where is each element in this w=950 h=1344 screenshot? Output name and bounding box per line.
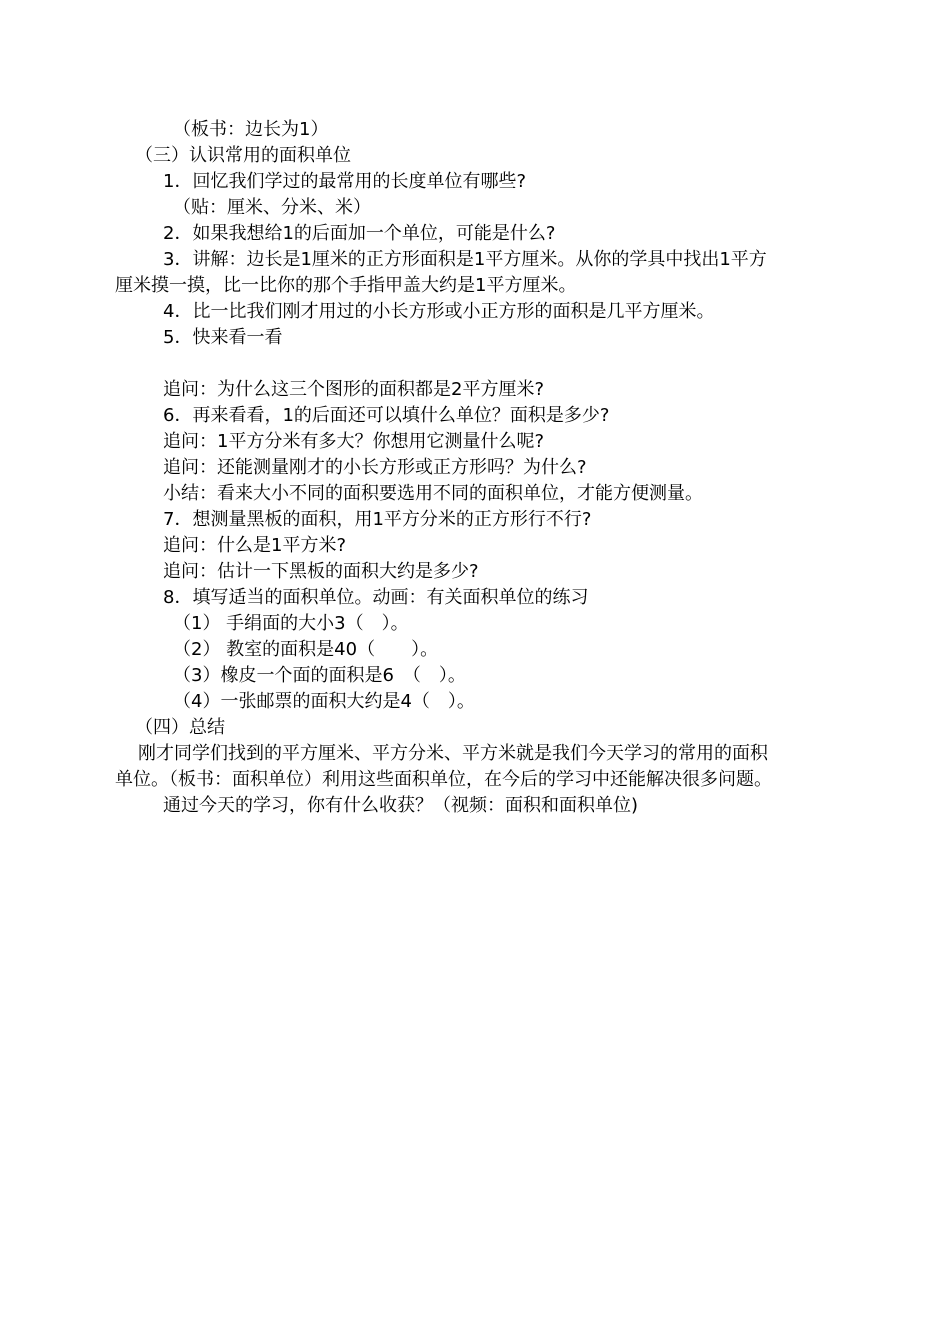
item-6: 6．再来看看，1的后面还可以填什么单位？面积是多少? — [163, 405, 610, 426]
item-5: 5．快来看一看 — [163, 327, 283, 348]
item-3-line-2: 厘米摸一摸，比一比你的那个手指甲盖大约是1平方厘米。 — [115, 275, 577, 296]
closing-question: 通过今天的学习，你有什么收获？（视频：面积和面积单位) — [163, 795, 639, 816]
blank-line — [115, 351, 830, 377]
section-heading-4: （四）总结 — [135, 717, 225, 738]
exercise-2: （2） 教室的面积是40（ ）。 — [173, 639, 439, 660]
item-8: 8．填写适当的面积单位。动画：有关面积单位的练习 — [163, 587, 589, 608]
question-4: 追问：什么是1平方米? — [163, 535, 347, 556]
summary-paragraph-line-2: 单位。（板书：面积单位）利用这些面积单位，在今后的学习中还能解决很多问题。 — [115, 769, 772, 790]
item-1-note: （贴：厘米、分米、米） — [173, 197, 371, 218]
exercise-4: （4）一张邮票的面积大约是4（ ）。 — [173, 691, 475, 712]
board-note-side-length: （板书：边长为1） — [173, 119, 329, 140]
exercise-1: （1） 手绢面的大小3（ ）。 — [173, 613, 409, 634]
item-2: 2．如果我想给1的后面加一个单位，可能是什么? — [163, 223, 556, 244]
item-1: 1．回忆我们学过的最常用的长度单位有哪些? — [163, 171, 527, 192]
exercise-3: （3）橡皮一个面的面积是6 （ ）。 — [173, 665, 466, 686]
section-heading-3: （三）认识常用的面积单位 — [135, 145, 351, 166]
question-3: 追问：还能测量刚才的小长方形或正方形吗？为什么? — [163, 457, 587, 478]
summary-paragraph-line-1: 刚才同学们找到的平方厘米、平方分米、平方米就是我们今天学习的常用的面积 — [138, 743, 768, 764]
item-7: 7．想测量黑板的面积，用1平方分米的正方形行不行? — [163, 509, 592, 530]
question-5: 追问：估计一下黑板的面积大约是多少? — [163, 561, 479, 582]
document-body — [115, 117, 830, 819]
item-4: 4．比一比我们刚才用过的小长方形或小正方形的面积是几平方厘米。 — [163, 301, 715, 322]
question-2: 追问：1平方分米有多大？你想用它测量什么呢? — [163, 431, 545, 452]
summary-note: 小结：看来大小不同的面积要选用不同的面积单位，才能方便测量。 — [163, 483, 703, 504]
question-1: 追问：为什么这三个图形的面积都是2平方厘米? — [163, 379, 545, 400]
item-3-line-1: 3．讲解：边长是1厘米的正方形面积是1平方厘米。从你的学具中找出1平方 — [163, 249, 767, 270]
